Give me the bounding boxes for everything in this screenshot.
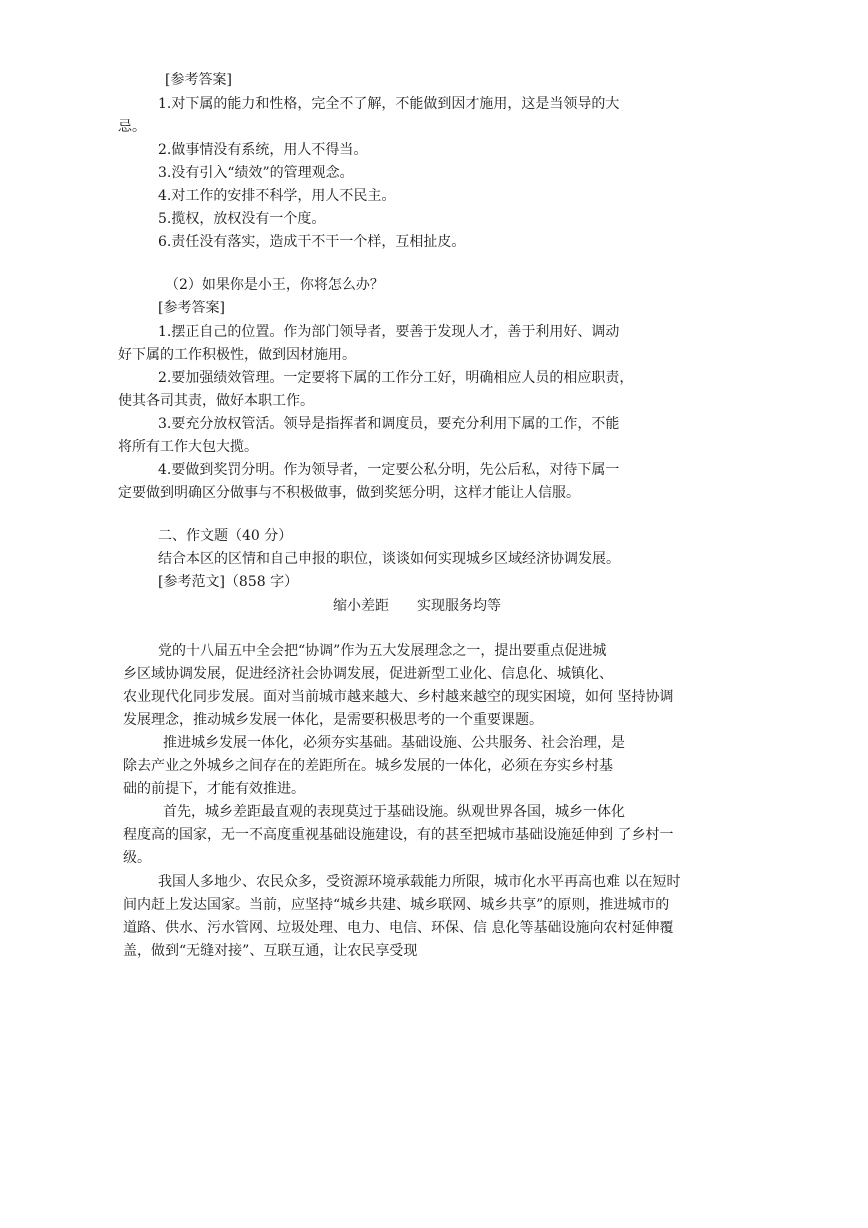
essay-line: 道路、供水、污水管网、垃圾处理、电力、电信、环保、信 息化等基础设施向农村延伸覆 [123, 920, 674, 936]
answer-line: 6.责任没有落实，造成干不干一个样，互相扯皮。 [158, 234, 466, 250]
essay-line: 党的十八届五中全会把“协调”作为五大发展理念之一，提出要重点促进城 [158, 643, 607, 659]
answer-line: 定要做到明确区分做事与不积极做事，做到奖惩分明，这样才能让人信服。 [118, 485, 580, 501]
answer-line: 将所有工作大包大揽。 [118, 439, 258, 455]
answer-line: 2.做事情没有系统，用人不得当。 [158, 142, 368, 158]
question-2: （2）如果你是小王，你将怎么办？ [165, 277, 384, 293]
essay-line: 推进城乡发展一体化，必须夯实基础。基础设施、公共服务、社会治理，是 [163, 735, 625, 751]
essay-line: 首先，城乡差距最直观的表现莫过于基础设施。纵观世界各国，城乡一体化 [163, 804, 625, 820]
answer-line: 使其各司其责，做好本职工作。 [118, 393, 314, 409]
essay-line: 乡区域协调发展，促进经济社会协调发展，促进新型工业化、信息化、城镇化、 [123, 666, 613, 682]
essay-line: 盖，做到“无缝对接”、互联互通，让农民享受现 [123, 943, 418, 959]
essay-line: 间内赶上发达国家。当前，应坚持“城乡共建、城乡联网、城乡共享”的原则，推进城市的 [123, 897, 670, 913]
answer-header: [参考答案] [158, 300, 225, 316]
answer-line: 忌。 [118, 119, 146, 135]
answer-line: 5.揽权，放权没有一个度。 [158, 211, 326, 227]
answer-line: 1.摆正自己的位置。作为部门领导者，要善于发现人才，善于利用好、调动 [158, 324, 620, 340]
answer-header: [参考答案] [165, 72, 232, 88]
answer-line: 4.对工作的安排不科学，用人不民主。 [158, 188, 396, 204]
answer-line: 2.要加强绩效管理。一定要将下属的工作分工好，明确相应人员的相应职责， [158, 370, 634, 386]
essay-line: 农业现代化同步发展。面对当前城市越来越大、乡村越来越空的现实困境，如何 坚持协调 [123, 689, 674, 705]
essay-line: 级。 [123, 850, 151, 866]
answer-line: 1.对下属的能力和性格，完全不了解，不能做到因才施用，这是当领导的大 [158, 96, 620, 112]
answer-line: 3.没有引入“绩效”的管理观念。 [158, 165, 354, 181]
essay-prompt: 结合本区的区情和自己申报的职位，谈谈如何实现城乡区域经济协调发展。 [158, 551, 620, 567]
essay-line: 程度高的国家，无一不高度重视基础设施建设，有的甚至把城市基础设施延伸到 了乡村一 [123, 827, 674, 843]
essay-line: 发展理念，推动城乡发展一体化，是需要积极思考的一个重要课题。 [123, 712, 543, 728]
essay-header: [参考范文]（858 字） [158, 574, 299, 590]
essay-question-heading: 二、作文题（40 分） [158, 528, 293, 544]
answer-line: 好下属的工作积极性，做到因材施用。 [118, 347, 356, 363]
answer-line: 3.要充分放权管活。领导是指挥者和调度员，要充分利用下属的工作，不能 [158, 416, 620, 432]
essay-line: 除去产业之外城乡之间存在的差距所在。城乡发展的一体化，必须在夯实乡村基 [123, 758, 613, 774]
essay-line: 础的前提下，才能有效推进。 [123, 781, 305, 797]
essay-line: 我国人多地少、农民众多，受资源环境承载能力所限，城市化水平再高也难 以在短时 [158, 874, 681, 890]
answer-line: 4.要做到奖罚分明。作为领导者，一定要公私分明，先公后私，对待下属一 [158, 462, 620, 478]
essay-title: 缩小差距 实现服务均等 [333, 598, 501, 614]
